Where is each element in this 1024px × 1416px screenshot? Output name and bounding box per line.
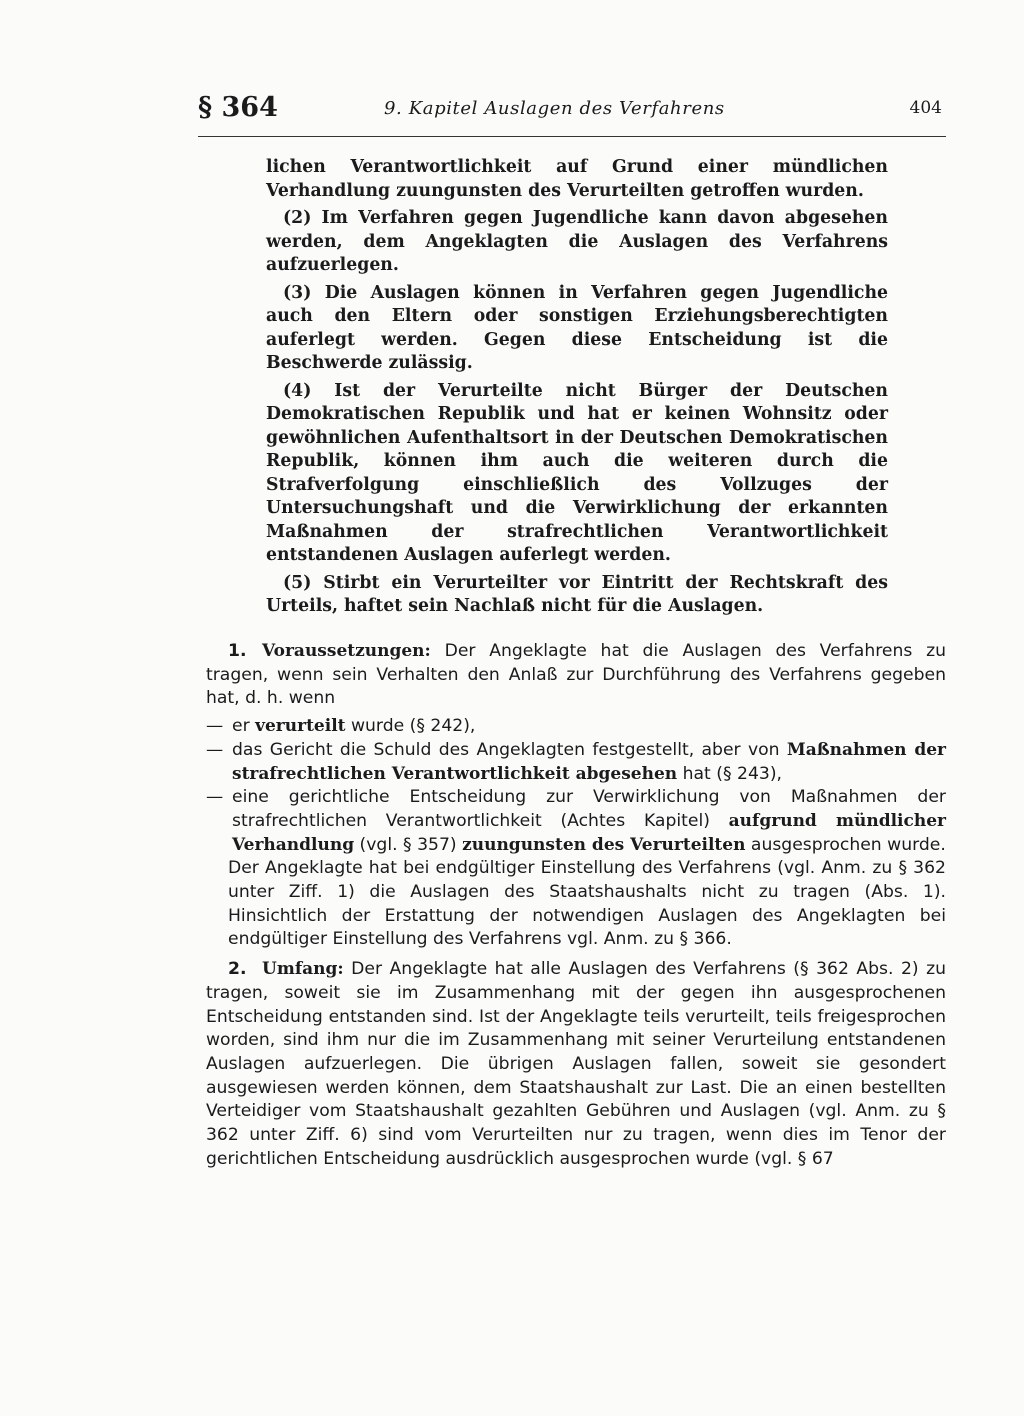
condition-text: ausgesprochen wurde. bbox=[745, 834, 946, 855]
page-header bbox=[198, 92, 946, 137]
law-paragraph-4: (4) Ist der Verurteilte nicht Bürger der Deutschen Demokratischen Republik und hat er keinen Wohnsitz oder gewöhnlichen Aufenthaltsort in der Deutschen Demokratischen Republik, können ihm auch die weiteren durch die Strafverfolgung einschließlich des Vollzuges der Untersuchungshaft und die Verwirklichung der erkannten Maßnahmen der strafrechtlichen Verantwortlichkeit entstandenen Auslagen auferlegt werden. bbox=[266, 380, 888, 565]
note-2-heading: Umfang: bbox=[262, 959, 344, 980]
note-2-text: Der Angeklagte hat alle Auslagen des Verfahrens (§ 362 Abs. 2) zu tragen, soweit sie im Zusammenhang mit der gegen ihn ausgesprochenen Entscheidung entstanden sind. Ist der Angeklagte teils verurteilt, teils freigesprochen worden, sind ihm nur die im Zusammenhang mit seiner Verurteilung entstandenen Auslagen aufzuerlegen. Die übrigen Auslagen fallen, soweit sie gesondert ausgewiesen werden können, dem Staatshaushalt zur Last. Die an einen bestellten Verteidiger vom Staatshaushalt gezahlten Gebühren und Auslagen (vgl. Anm. zu § 362 unter Ziff. 6) sind vom Verurteilten nur zu tragen, wenn dies im Tenor der gerichtlichen Entscheidung ausdrücklich ausgesprochen wurde (vgl. § 67 bbox=[206, 959, 946, 1169]
condition-item bbox=[206, 786, 946, 857]
law-paragraph-2: (2) Im Verfahren gegen Jugendliche kann davon abgesehen werden, dem Angeklagten die Auslagen des Verfahrens aufzuerlegen. bbox=[266, 208, 888, 275]
law-text bbox=[266, 156, 888, 623]
note-1-heading: Voraussetzungen: bbox=[262, 641, 431, 661]
note-2 bbox=[206, 958, 946, 1171]
condition-text: hat (§ 243), bbox=[677, 763, 782, 784]
note-1-continuation: Der Angeklagte hat bei endgültiger Einstellung des Verfahrens (vgl. Anm. zu § 362 unter Ziff. 1) die Auslagen des Staatshaushalts nicht zu tragen (Abs. 1). Hinsichtlich der Erstattung der notwendigen Auslagen des Angeklagten bei endgültiger Einstellung des Verfahrens vgl. Anm. zu § 366. bbox=[228, 858, 946, 950]
section-number: § 364 bbox=[198, 92, 278, 123]
condition-text: eine gerichtliche Entscheidung zur Verwirklichung von Maßnahmen der strafrechtlichen Verantwortlichkeit (Achtes Kapitel) bbox=[232, 787, 946, 831]
law-paragraph-3: (3) Die Auslagen können in Verfahren gegen Jugendliche auch den Eltern oder sonstigen Erziehungsberechtigten auferlegt werden. Gegen diese Entscheidung ist die Beschwerde zulässig. bbox=[266, 282, 888, 373]
condition-item bbox=[206, 739, 946, 786]
conditions-list bbox=[206, 715, 946, 857]
note-1-text: Der Angeklagte hat die Auslagen des Verfahrens zu tragen, wenn sein Verhalten den Anlaß zur Durchführung des Verfahrens gegeben hat, d. h. wenn bbox=[206, 641, 946, 709]
law-paragraph-continued: lichen Verantwortlichkeit auf Grund einer mündlichen Verhandlung zuungunsten des Verurteilten getroffen wurden. bbox=[266, 157, 888, 201]
commentary bbox=[206, 640, 946, 1175]
law-paragraph-5: (5) Stirbt ein Verurteilter vor Eintritt der Rechtskraft des Urteils, haftet sein Nachlaß nicht für die Auslagen. bbox=[266, 572, 888, 616]
note-1-number: 1. bbox=[228, 641, 247, 661]
condition-emphasis: zuungunsten des Verurteilten bbox=[462, 834, 746, 855]
condition-emphasis: verurteilt bbox=[255, 716, 346, 737]
note-1 bbox=[206, 640, 946, 711]
chapter-title: 9. Kapitel Auslagen des Verfahrens bbox=[384, 98, 725, 119]
condition-text: das Gericht die Schuld des Angeklagten festgestellt, aber von bbox=[232, 739, 787, 760]
condition-text: wurde (§ 242), bbox=[345, 716, 476, 737]
condition-emphasis: Maßnahmen der strafrechtlichen Verantwortlichkeit abgesehen bbox=[232, 739, 946, 784]
page-number: 404 bbox=[909, 98, 942, 118]
condition-text: (vgl. § 357) bbox=[354, 834, 463, 855]
condition-emphasis: aufgrund mündlicher Verhandlung bbox=[232, 810, 946, 855]
condition-item bbox=[206, 715, 946, 739]
condition-text: er bbox=[232, 716, 256, 737]
note-2-number: 2. bbox=[228, 959, 247, 980]
